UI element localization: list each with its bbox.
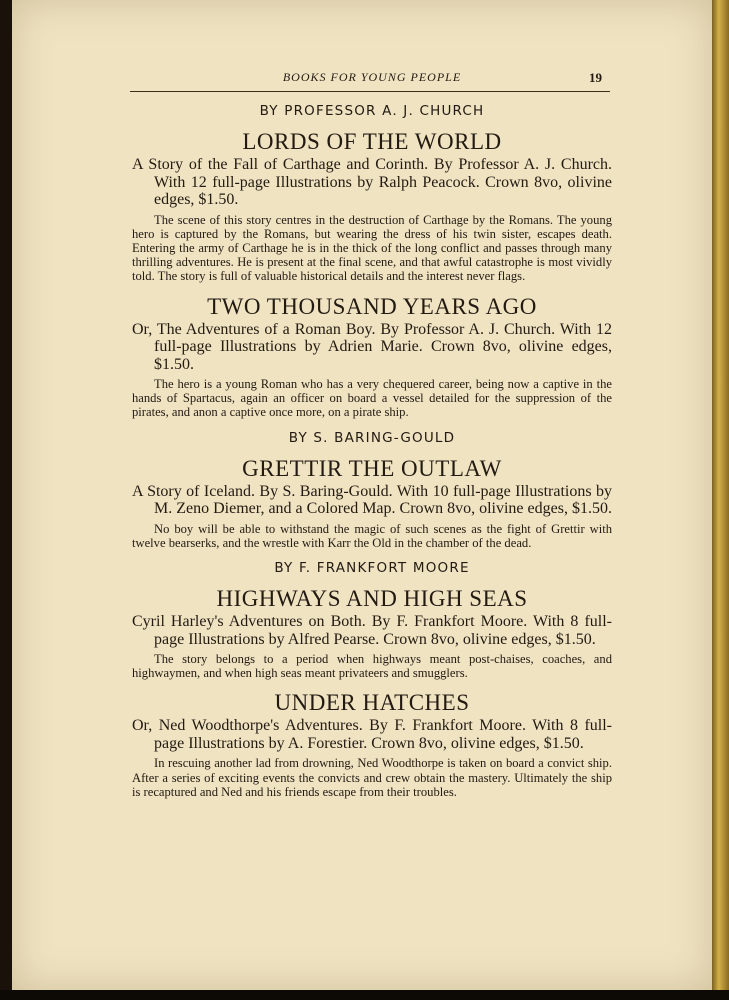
book-blurb: The hero is a young Roman who has a very chequered career, being now a captive in the hands of Spartacus, again an officer on board a vessel detailed for the suppression of the pirates, and anon a captive once more, on a pirate ship. (132, 377, 612, 420)
book-page (12, 0, 712, 990)
book-blurb: No boy will be able to withstand the magic of such scenes as the fight of Grettir with twelve bearserks, and the wrestle with Karr the Old in the chamber of the dead. (132, 521, 612, 550)
book-description: Cyril Harley's Adventures on Both. By F. Frankfort Moore. With 8 full-page Illustrations by Alfred Pearse. Crown 8vo, olivine edges, $1.50. (132, 613, 612, 648)
catalog-content (132, 103, 612, 805)
book-blurb: The story belongs to a period when highways meant post-chaises, coaches, and highwaymen, and when high seas meant privateers and smugglers. (132, 652, 612, 681)
book-blurb: The scene of this story centres in the destruction of Carthage by the Romans. The young hero is captured by the Romans, but wearing the dress of his twin sister, escapes death. Entering the army of Carthage he is in the thick of the long conflict and passes through many thrilling adventures. He is present at the final scene, and that awful catastrophe is most vividly told. The story is full of valuable historical details and the interest never flags. (132, 212, 612, 284)
page-number: 19 (589, 70, 602, 85)
book-title: HIGHWAYS AND HIGH SEAS (216, 586, 528, 612)
author-heading: BY S. BARING-GOULD (288, 429, 456, 446)
book-title: TWO THOUSAND YEARS AGO (207, 293, 537, 319)
author-heading: BY PROFESSOR A. J. CHURCH (259, 103, 485, 119)
book-bottom-edge (0, 990, 729, 1000)
running-head: BOOKS FOR YOUNG PEOPLE (282, 70, 462, 84)
book-description: Or, Ned Woodthorpe's Adventures. By F. Frankfort Moore. With 8 full-page Illustrations by A. Forestier. Crown 8vo, olivine edges, $1.50. (132, 717, 612, 752)
book-description: A Story of Iceland. By S. Baring-Gould. With 10 full-page Illustrations by M. Zeno Diemer, and a Colored Map. Crown 8vo, olivine edges, $1.50. (132, 482, 612, 518)
author-heading: BY F. FRANKFORT MOORE (274, 560, 470, 577)
book-title: GRETTIR THE OUTLAW (242, 455, 502, 481)
book-description: A Story of the Fall of Carthage and Corinth. By Professor A. J. Church. With 12 full-page Illustrations by Ralph Peacock. Crown 8vo, olivine edges, $1.50. (132, 156, 612, 208)
book-title: UNDER HATCHES (274, 690, 470, 716)
book-gilt-edge (712, 0, 729, 1000)
book-description: Or, The Adventures of a Roman Boy. By Professor A. J. Church. With 12 full-page Illustrations by Adrien Marie. Crown 8vo, olivine edges, $1.50. (132, 320, 612, 373)
book-blurb: In rescuing another lad from drowning, Ned Woodthorpe is taken on board a convict ship. After a series of exciting events the convicts and crew obtain the mastery. Ultimately the ship is recaptured and Ned and his friends escape from their troubles. (132, 756, 612, 799)
header-rule (130, 91, 610, 92)
book-title: LORDS OF THE WORLD (242, 129, 502, 154)
